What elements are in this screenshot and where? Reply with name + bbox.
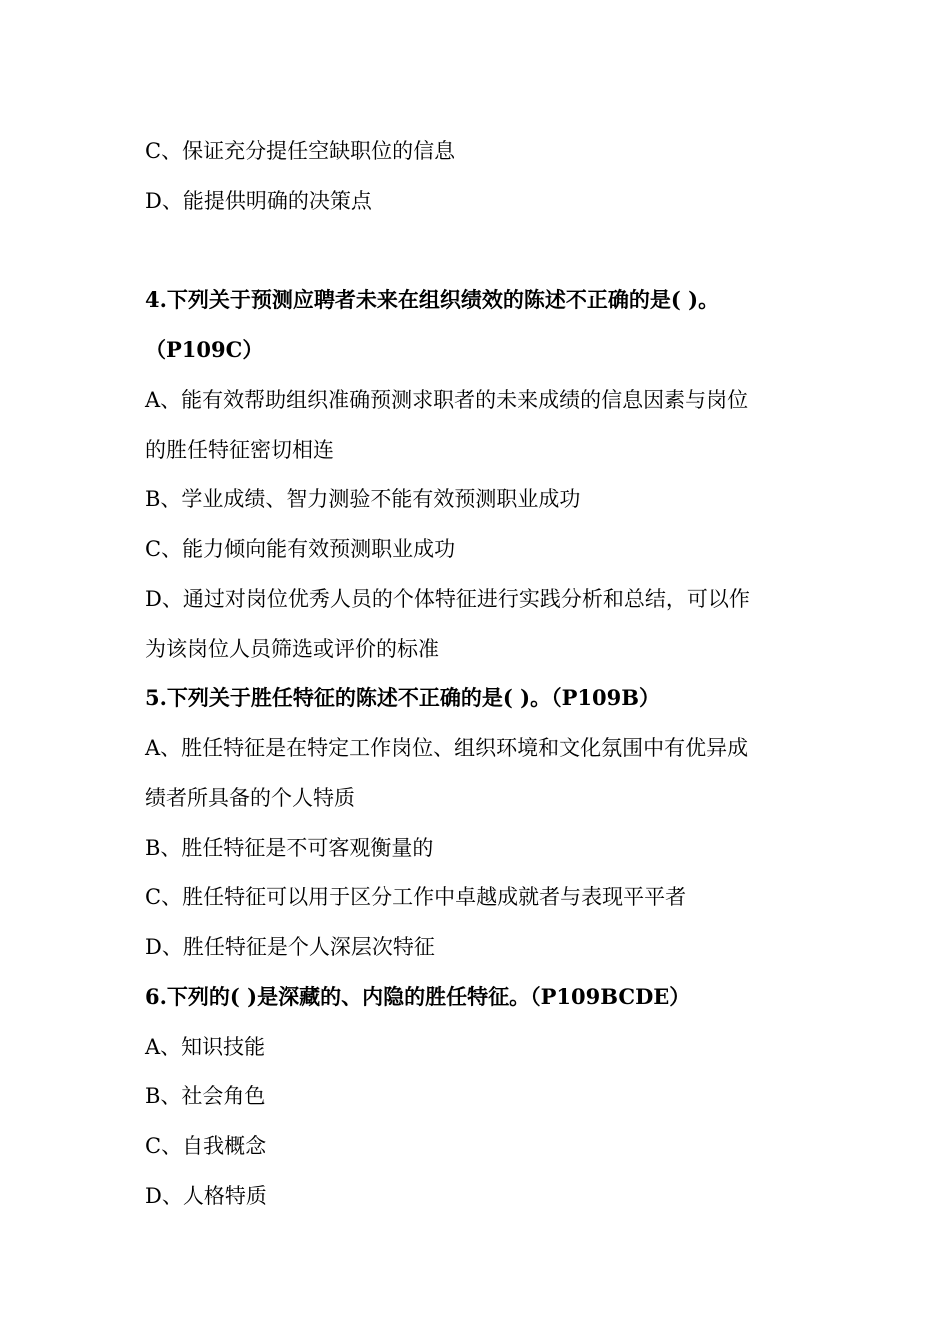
- q4-option-a-line1: A、能有效帮助组织准确预测求职者的未来成绩的信息因素与岗位: [145, 388, 749, 412]
- q4-stem-line1: 4.下列关于预测应聘者未来在组织绩效的陈述不正确的是( )。: [145, 287, 720, 312]
- q5-option-a-line2: 绩者所具备的个人特质: [145, 786, 355, 810]
- q5-stem: 5.下列关于胜任特征的陈述不正确的是( )。（P109B）: [145, 685, 660, 710]
- q4-option-b: B、学业成绩、智力测验不能有效预测职业成功: [145, 487, 581, 511]
- prev-option-c: C、保证充分提任空缺职位的信息: [145, 139, 456, 163]
- q5-option-c: C、胜任特征可以用于区分工作中卓越成就者与表现平平者: [145, 885, 687, 909]
- q5-option-a-line1: A、胜任特征是在特定工作岗位、组织环境和文化氛围中有优异成: [145, 736, 749, 760]
- q5-option-b: B、胜任特征是不可客观衡量的: [145, 836, 434, 860]
- q4-option-c: C、能力倾向能有效预测职业成功: [145, 537, 456, 561]
- q6-option-b: B、社会角色: [145, 1084, 266, 1108]
- q6-option-a: A、知识技能: [145, 1035, 266, 1059]
- q4-option-a-line2: 的胜任特征密切相连: [145, 438, 334, 462]
- q6-stem: 6.下列的( )是深藏的、内隐的胜任特征。（P109BCDE）: [145, 984, 691, 1009]
- q6-option-c: C、自我概念: [145, 1134, 267, 1158]
- q6-option-d: D、人格特质: [145, 1184, 267, 1208]
- q4-option-d-line1: D、通过对岗位优秀人员的个体特征进行实践分析和总结，可以作: [145, 587, 750, 611]
- q5-option-d: D、胜任特征是个人深层次特征: [145, 935, 435, 959]
- q4-option-d-line2: 为该岗位人员筛选或评价的标准: [145, 637, 439, 661]
- q4-stem-line2: （P109C）: [145, 337, 264, 362]
- prev-option-d: D、能提供明确的决策点: [145, 189, 372, 213]
